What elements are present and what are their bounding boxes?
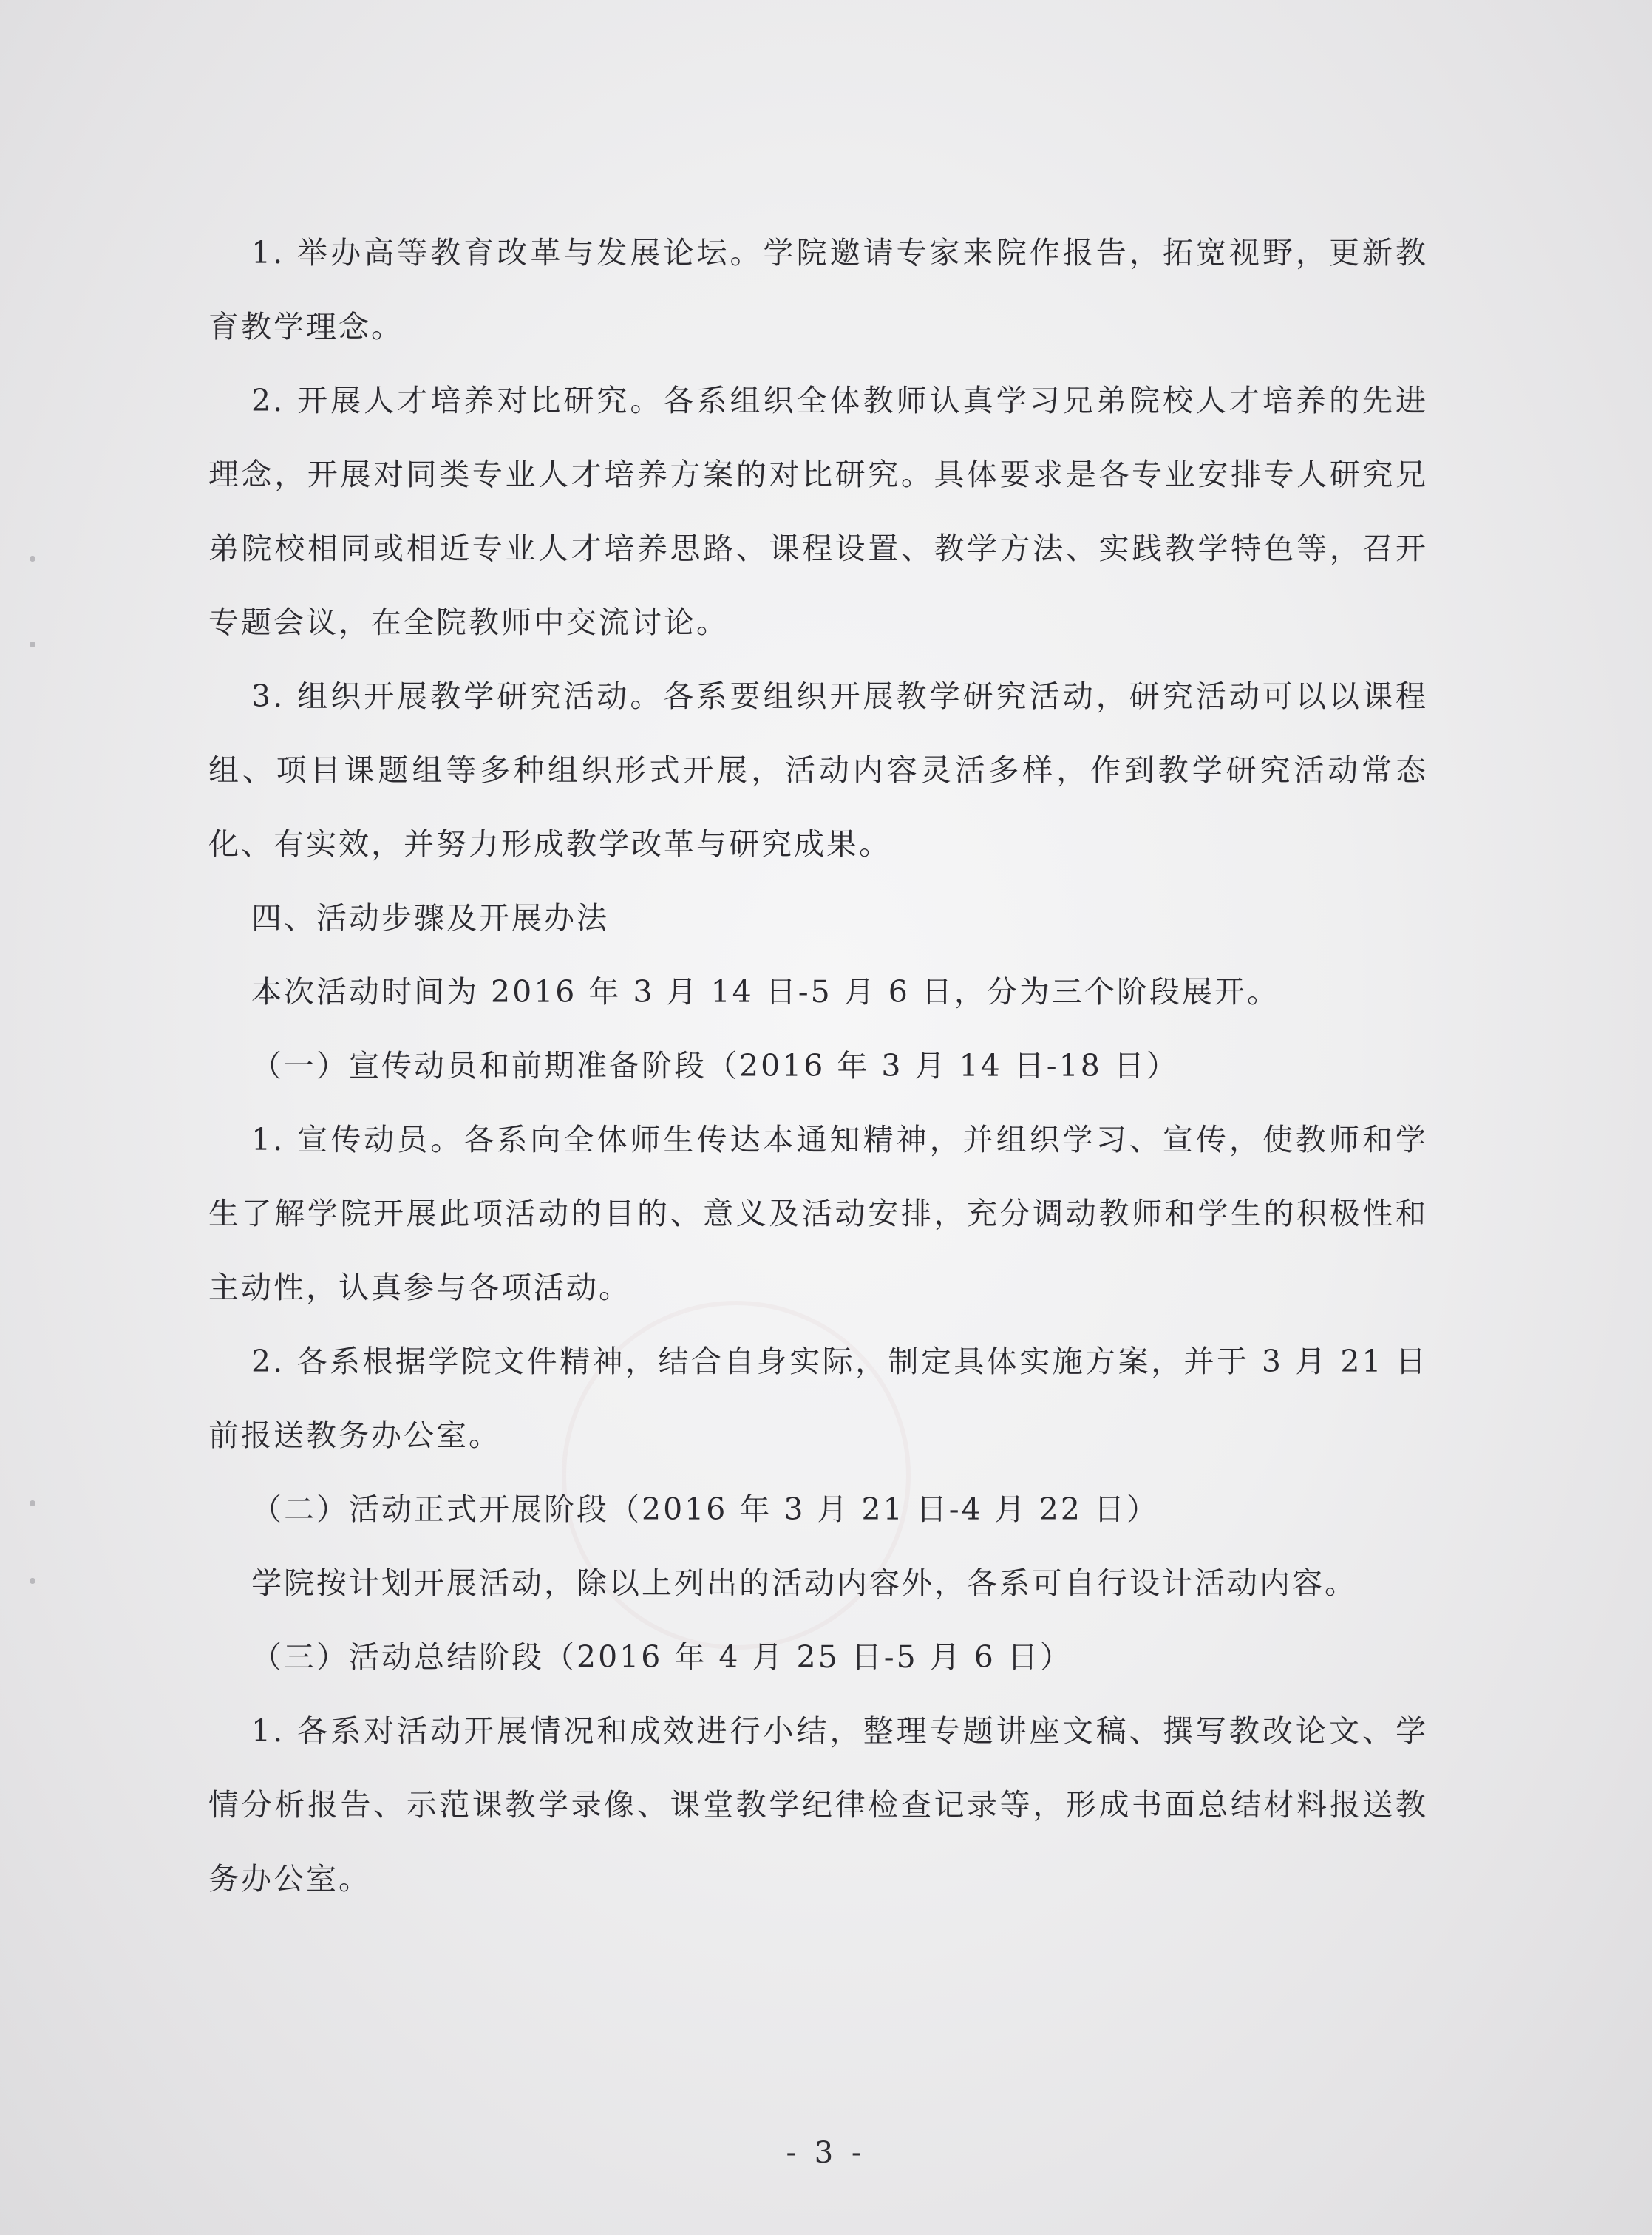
section-heading-steps: 四、活动步骤及开展办法 [251, 900, 609, 936]
subheading-phase-one: （一）宣传动员和前期准备阶段（2016 年 3 月 14 日-18 日） [251, 1048, 1179, 1084]
subheading-phase-two: （二）活动正式开展阶段（2016 年 3 月 21 日-4 月 22 日） [251, 1491, 1159, 1527]
page-number: - 3 - [786, 2136, 866, 2170]
paragraph-timeframe: 本次活动时间为 2016 年 3 月 14 日-5 月 6 日，分为三个阶段展开。 [251, 974, 1279, 1010]
paragraph-teaching-research: 3. 组织开展教学研究活动。各系要组织开展教学研究活动，研究活动可以以课程组、项目课题组等多种组织形式开展，活动内容灵活多样，作到教学研究活动常态化、有实效，并努力形成教学改革与研究成果。 [208, 678, 1428, 862]
paragraph-summary: 1. 各系对活动开展情况和成效进行小结，整理专题讲座文稿、撰写教改论文、学情分析报告、示范课教学录像、课堂教学纪律检查记录等，形成书面总结材料报送教务办公室。 [208, 1713, 1428, 1896]
paragraph-phase-two-activities: 学院按计划开展活动，除以上列出的活动内容外，各系可自行设计活动内容。 [251, 1565, 1357, 1601]
paragraph-comparative-study: 2. 开展人才培养对比研究。各系组织全体教师认真学习兄弟院校人才培养的先进理念，开展对同类专业人才培养方案的对比研究。具体要求是各专业安排专人研究兄弟院校相同或相近专业人才培养思路、课程设置、教学方法、实践教学特色等，召开专题会议，在全院教师中交流讨论。 [208, 383, 1428, 640]
document-body [208, 216, 1428, 1916]
binding-hole-mark [30, 1578, 35, 1584]
binding-hole-mark [30, 1500, 35, 1506]
binding-hole-mark [30, 556, 35, 562]
binding-hole-mark [30, 642, 35, 647]
paragraph-implementation-plan: 2. 各系根据学院文件精神，结合自身实际，制定具体实施方案，并于 3 月 21 日前报送教务办公室。 [208, 1344, 1428, 1453]
paragraph-forum: 1. 举办高等教育改革与发展论坛。学院邀请专家来院作报告，拓宽视野，更新教育教学理念。 [208, 235, 1428, 344]
subheading-phase-three: （三）活动总结阶段（2016 年 4 月 25 日-5 月 6 日） [251, 1639, 1073, 1675]
paragraph-mobilization: 1. 宣传动员。各系向全体师生传达本通知精神，并组织学习、宣传，使教师和学生了解学院开展此项活动的目的、意义及活动安排，充分调动教师和学生的积极性和主动性，认真参与各项活动。 [208, 1122, 1428, 1305]
